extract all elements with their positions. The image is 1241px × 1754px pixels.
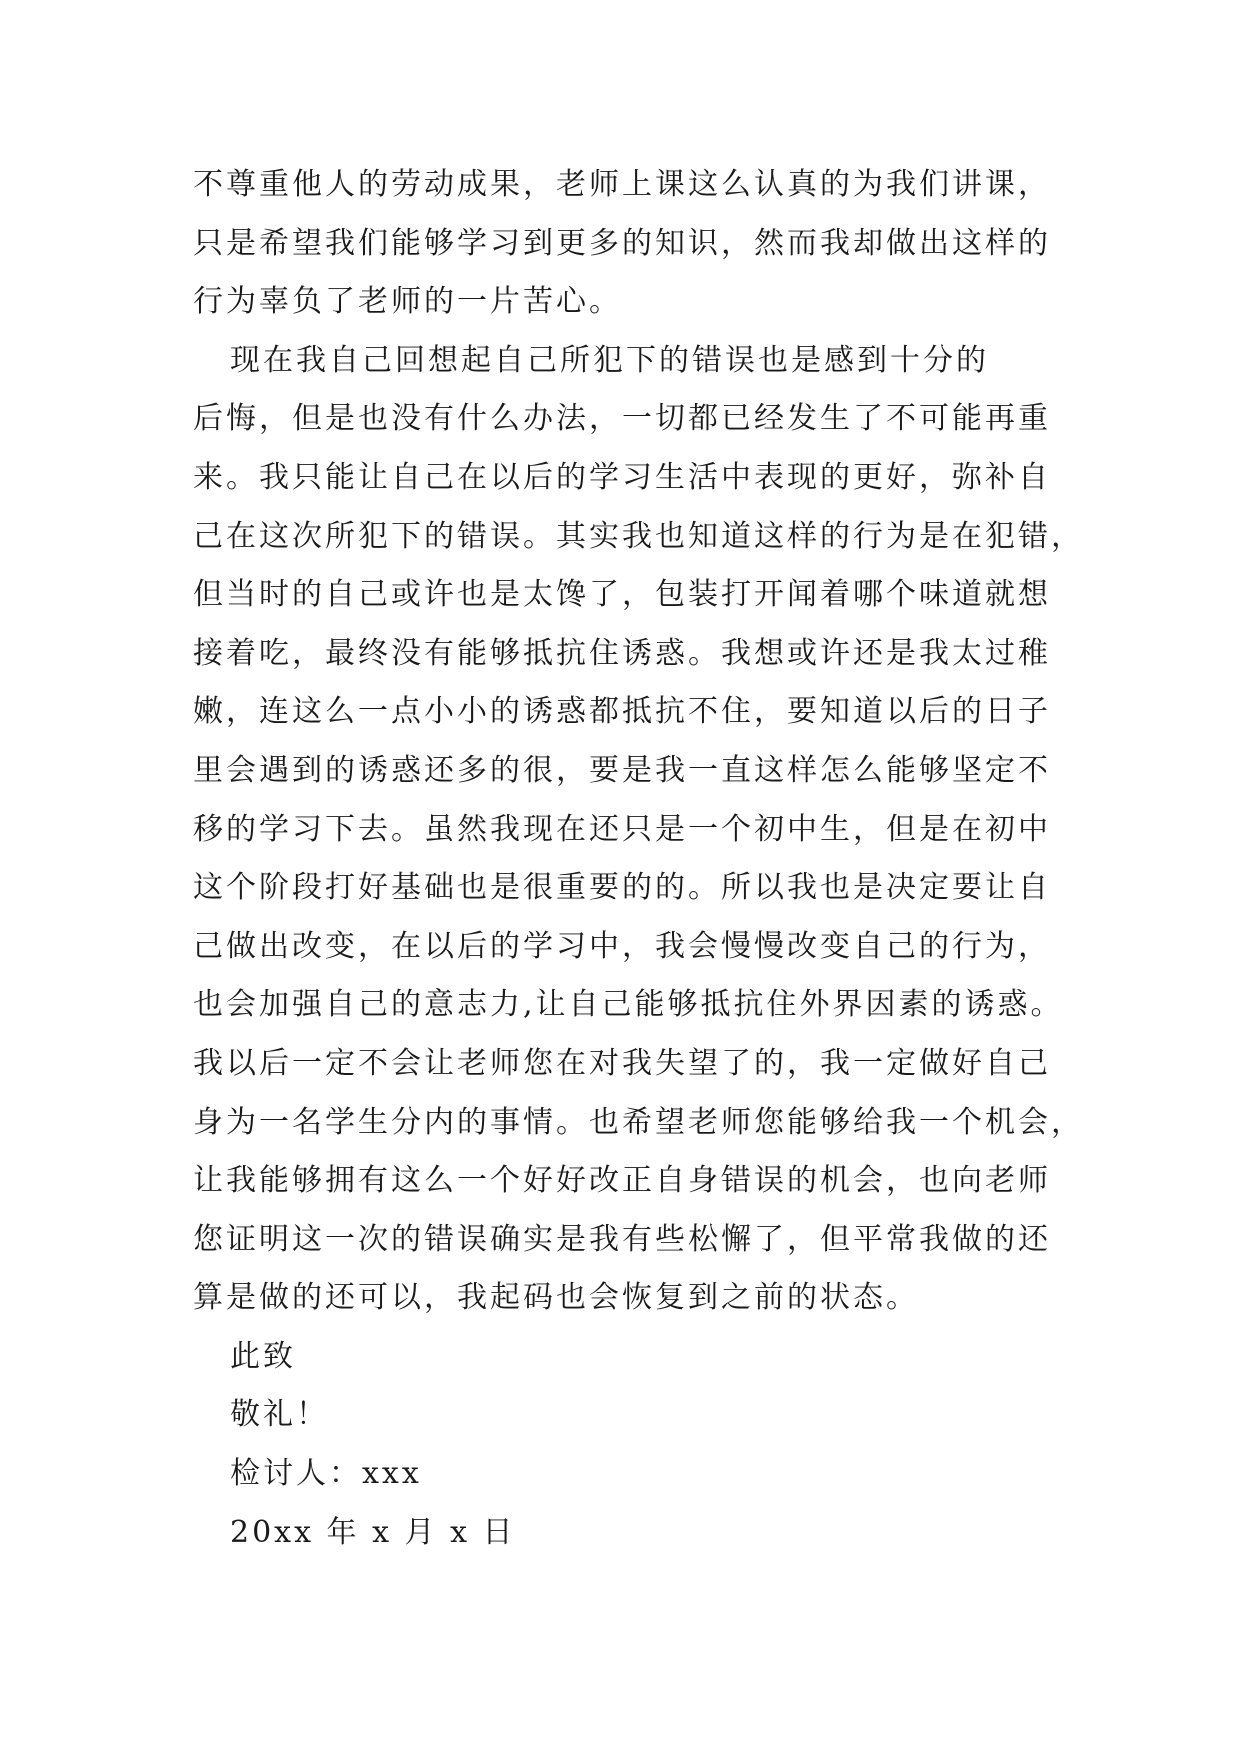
body-line: 您证明这一次的错误确实是我有些松懈了，但平常我做的还 xyxy=(193,1221,1051,1257)
closing-salutation: 此致 xyxy=(230,1338,296,1374)
body-line: 算是做的还可以，我起码也会恢复到之前的状态。 xyxy=(193,1280,919,1316)
body-line: 嫩，连这么一点小小的诱惑都抵抗不住，要知道以后的日子 xyxy=(193,694,1051,730)
body-line: 这个阶段打好基础也是很重要的的。所以我也是决定要让自 xyxy=(193,870,1051,906)
date-line: 20xx 年 x 月 x 日 xyxy=(230,1514,516,1550)
letter-body xyxy=(193,156,1093,1562)
body-line: 身为一名学生分内的事情。也希望老师您能够给我一个机会， xyxy=(193,1104,1084,1140)
paragraph-start-line: 现在我自己回想起自己所犯下的错误也是感到十分的 xyxy=(230,342,989,378)
closing-respect: 敬礼！ xyxy=(230,1397,329,1433)
body-line: 里会遇到的诱惑还多的很，要是我一直这样怎么能够坚定不 xyxy=(193,752,1051,788)
body-line: 己做出改变，在以后的学习中，我会慢慢改变自己的行为， xyxy=(193,928,1051,964)
body-line: 后悔，但是也没有什么办法，一切都已经发生了不可能再重 xyxy=(193,401,1051,437)
body-line: 但当时的自己或许也是太馋了，包装打开闻着哪个味道就想 xyxy=(193,577,1051,613)
body-line: 我以后一定不会让老师您在对我失望了的，我一定做好自己 xyxy=(193,1045,1051,1081)
body-line: 己在这次所犯下的错误。其实我也知道这样的行为是在犯错， xyxy=(193,518,1084,554)
body-line: 行为辜负了老师的一片苦心。 xyxy=(193,284,622,320)
body-line: 接着吃，最终没有能够抵抗住诱惑。我想或许还是我太过稚 xyxy=(193,635,1051,671)
body-line: 也会加强自己的意志力,让自己能够抵抗住外界因素的诱惑。 xyxy=(193,987,1064,1023)
body-line: 来。我只能让自己在以后的学习生活中表现的更好，弥补自 xyxy=(193,459,1051,495)
body-line: 移的学习下去。虽然我现在还只是一个初中生，但是在初中 xyxy=(193,811,1051,847)
body-line: 让我能够拥有这么一个好好改正自身错误的机会，也向老师 xyxy=(193,1163,1051,1199)
body-line: 不尊重他人的劳动成果，老师上课这么认真的为我们讲课， xyxy=(193,167,1051,202)
signer-line: 检讨人：xxx xyxy=(230,1456,422,1492)
body-line: 只是希望我们能够学习到更多的知识，然而我却做出这样的 xyxy=(193,225,1051,261)
